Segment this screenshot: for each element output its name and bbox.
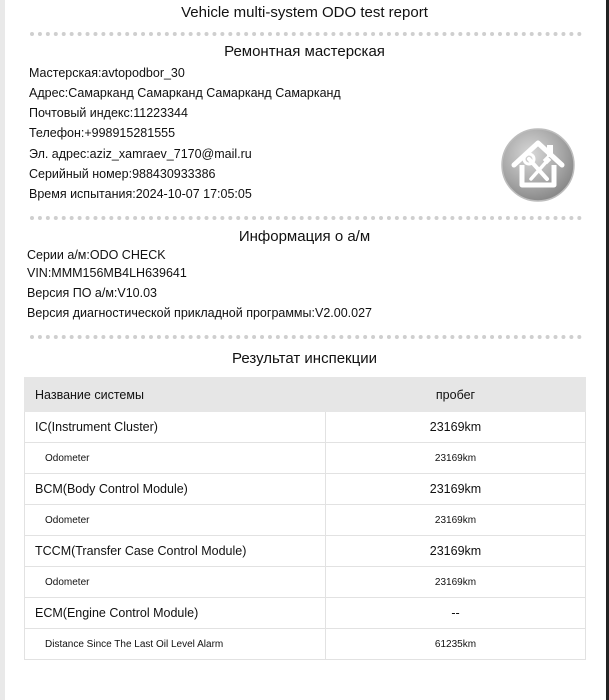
table-row: [25, 536, 586, 567]
report-title: Vehicle multi-system ODO test report: [181, 4, 428, 21]
vehicle-software-version: Версия ПО а/м:V10.03: [27, 286, 158, 300]
subsystem-name: Odometer: [25, 567, 326, 598]
system-name: TCCM(Transfer Case Control Module): [25, 536, 326, 567]
subsystem-name: Odometer: [25, 443, 326, 474]
mileage-value: 23169km: [326, 412, 586, 443]
table-row: [25, 443, 586, 474]
workshop-address: Адрес:Самарканд Самарканд Самарканд Самарканд: [29, 86, 341, 100]
dotted-divider: [30, 216, 582, 220]
inspection-results-table: [24, 377, 586, 660]
subsystem-name: Distance Since The Last Oil Level Alarm: [25, 629, 326, 660]
column-header-system-name: Название системы: [25, 378, 326, 412]
dotted-divider: [30, 335, 582, 339]
subsystem-name: Odometer: [25, 505, 326, 536]
mileage-value: 23169km: [326, 536, 586, 567]
table-row: [25, 567, 586, 598]
mileage-value: 23169km: [326, 443, 586, 474]
vehicle-series: Серии а/м:ODO CHECK: [27, 248, 166, 262]
inspection-heading: Результат инспекции: [232, 350, 377, 367]
vehicle-vin: VIN:MMM156MB4LH639641: [27, 266, 187, 280]
table-row: [25, 629, 586, 660]
workshop-postcode: Почтовый индекс:11223344: [29, 106, 188, 120]
diagnostic-app-version: Версия диагностической прикладной программы:V2.00.027: [27, 306, 372, 320]
table-header-row: [25, 378, 586, 412]
table-row: [25, 412, 586, 443]
mileage-value: --: [326, 598, 586, 629]
workshop-test-time: Время испытания:2024-10-07 17:05:05: [29, 187, 252, 201]
system-name: ECM(Engine Control Module): [25, 598, 326, 629]
workshop-name: Мастерская:avtopodbor_30: [29, 66, 185, 80]
table-row: [25, 474, 586, 505]
mileage-value: 23169km: [326, 474, 586, 505]
workshop-heading: Ремонтная мастерская: [224, 43, 385, 60]
system-name: BCM(Body Control Module): [25, 474, 326, 505]
system-name: IC(Instrument Cluster): [25, 412, 326, 443]
workshop-serial: Серийный номер:988430933386: [29, 167, 216, 181]
workshop-phone: Телефон:+998915281555: [29, 126, 176, 140]
table-row: [25, 505, 586, 536]
column-header-mileage: пробег: [326, 378, 586, 412]
mileage-value: 23169km: [326, 505, 586, 536]
mileage-value: 23169km: [326, 567, 586, 598]
workshop-email: Эл. адрес:aziz_xamraev_7170@mail.ru: [29, 147, 252, 161]
table-row: [25, 598, 586, 629]
mileage-value: 61235km: [326, 629, 586, 660]
dotted-divider: [30, 32, 582, 36]
house-wrench-screwdriver-icon: [500, 127, 576, 203]
vehicle-info-heading: Информация о а/м: [238, 228, 371, 245]
